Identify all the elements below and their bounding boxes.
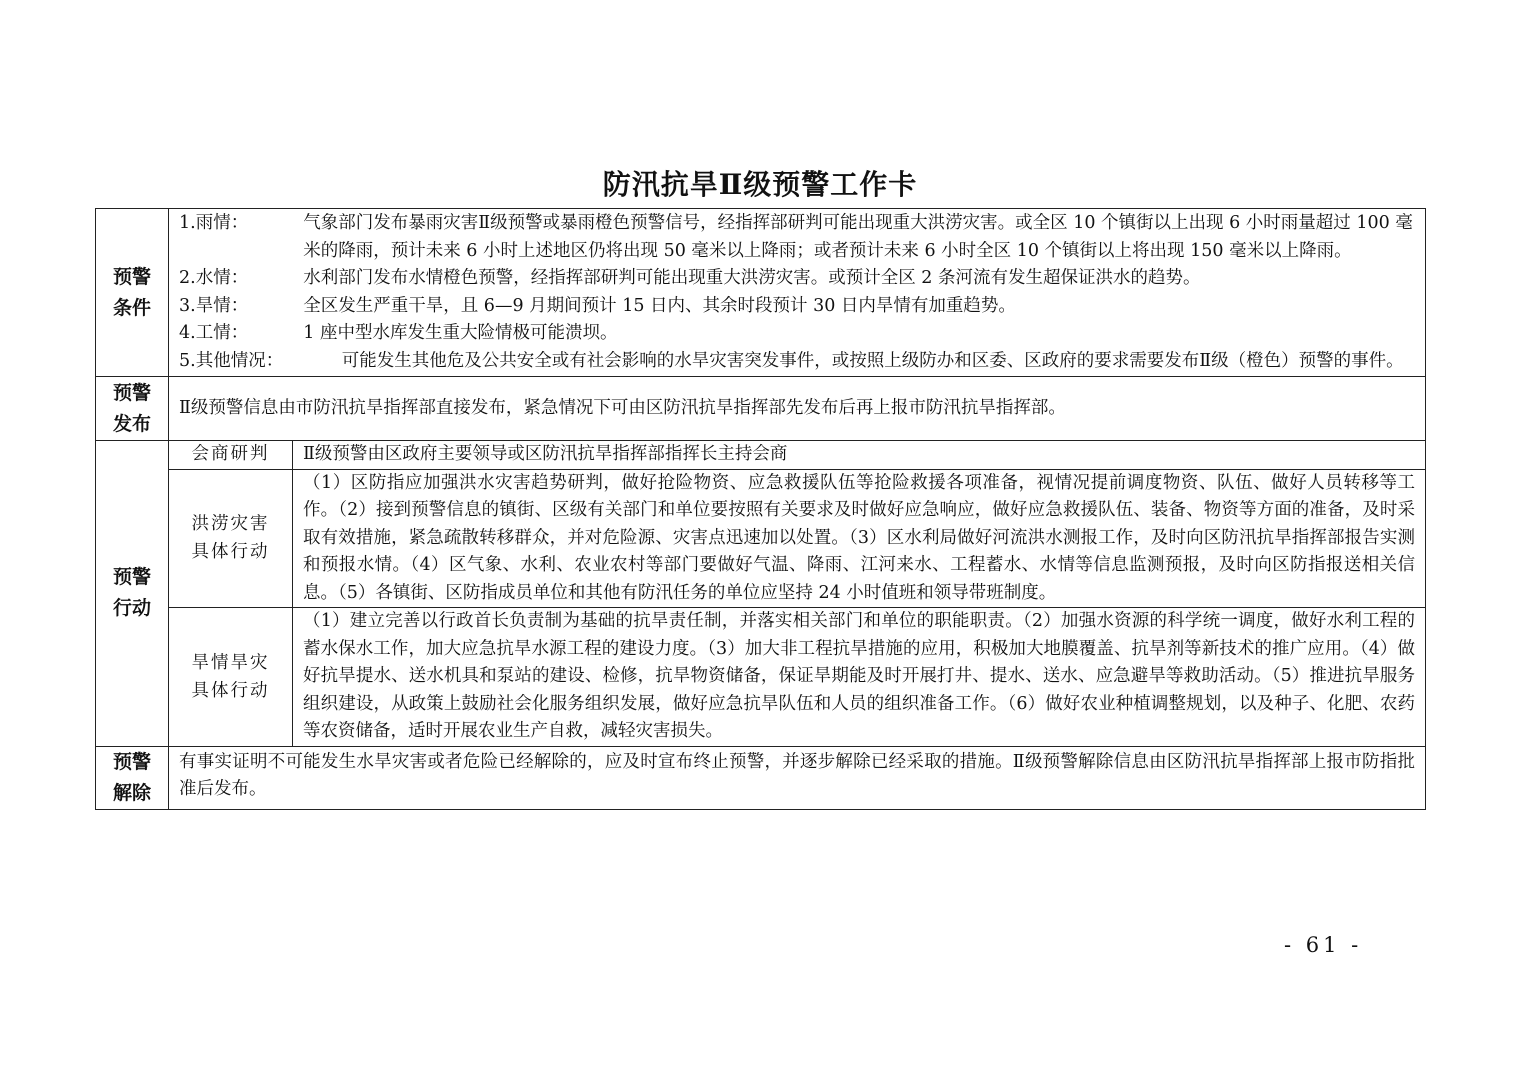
flood-action-label: 洪涝灾害 具体行动: [169, 469, 293, 608]
publish-content: Ⅱ级预警信息由市防汛抗旱指挥部直接发布，紧急情况下可由区防汛抗旱指挥部先发布后再上报市防汛抗旱指挥部。: [169, 377, 1426, 441]
condition-water: 2.水情： 水利部门发布水情橙色预警，经指挥部研判可能出现重大洪涝灾害。或预计全区 2 条河流有发生超保证洪水的趋势。: [179, 268, 1201, 288]
consult-label: 会商研判: [169, 441, 293, 470]
consult-row: [96, 441, 1426, 470]
warning-work-card-table: [95, 208, 1426, 810]
drought-action-content: （1）建立完善以行政首长负责制为基础的抗旱责任制，并落实相关部门和单位的职能职责。（2）加强水资源的科学统一调度，做好水利工程的蓄水保水工作，加大应急抗旱水源工程的建设力度。（3）加大非工程抗旱措施的应用，积极加大地膜覆盖、抗旱剂等新技术的推广应用。（4）做好抗旱提水、送水机具和泵站的建设、检修，抗旱物资储备，保证旱期能及时开展打井、提水、送水、应急避旱等救助活动。（5）推进抗旱服务组织建设，从政策上鼓励社会化服务组织发展，做好应急抗旱队伍和人员的组织准备工作。（6）做好农业种植调整规划，以及种子、化肥、农药等农资储备，适时开展农业生产自救，减轻灾害损失。: [293, 608, 1426, 747]
condition-other: 5.其他情况： 可能发生其他危及公共安全或有社会影响的水旱灾害突发事件，或按照上级防办和区委、区政府的要求需要发布Ⅱ级（橙色）预警的事件。: [179, 350, 1404, 371]
page-number: - 61 -: [1284, 933, 1363, 957]
release-header: 预警 解除: [96, 746, 169, 809]
publish-row: [96, 377, 1426, 441]
condition-drought: 3.旱情： 全区发生严重干旱，且 6—9 月期间预计 15 日内、其余时段预计 30 日内旱情有加重趋势。: [179, 295, 1016, 316]
drought-action-label: 旱情旱灾 具体行动: [169, 608, 293, 747]
release-content: 有事实证明不可能发生水旱灾害或者危险已经解除的，应及时宣布终止预警，并逐步解除已经采取的措施。Ⅱ级预警解除信息由区防汛抗旱指挥部上报市防指批准后发布。: [169, 746, 1426, 809]
conditions-header: 预警 条件: [96, 209, 169, 377]
conditions-content: [169, 209, 1426, 377]
drought-action-row: [96, 608, 1426, 747]
release-row: [96, 746, 1426, 809]
page-title: 防汛抗旱Ⅱ级预警工作卡: [602, 168, 918, 201]
consult-content: Ⅱ级预警由区政府主要领导或区防汛抗旱指挥部指挥长主持会商: [293, 441, 1426, 470]
flood-action-content: （1）区防指应加强洪水灾害趋势研判，做好抢险物资、应急救援队伍等抢险救援各项准备，视情况提前调度物资、队伍、做好人员转移等工作。（2）接到预警信息的镇街、区级有关部门和单位要按照有关要求及时做好应急响应，做好应急救援队伍、装备、物资等方面的准备，及时采取有效措施，紧急疏散转移群众，并对危险源、灾害点迅速加以处置。（3）区水利局做好河流洪水测报工作，及时向区防汛抗旱指挥部报告实测和预报水情。（4）区气象、水利、农业农村等部门要做好气温、降雨、江河来水、工程蓄水、水情等信息监测预报，及时向区防指报送相关信息。（5）各镇街、区防指成员单位和其他有防汛任务的单位应坚持 24 小时值班和领导带班制度。: [293, 469, 1426, 608]
conditions-row: [96, 209, 1426, 377]
condition-rain: 1.雨情： 气象部门发布暴雨灾害Ⅱ级预警或暴雨橙色预警信号，经指挥部研判可能出现重大洪涝灾害。或全区 10 个镇街以上出现 6 小时雨量超过 100 毫米的降雨，预计未来 6 小时上述地区仍将出现 50 毫米以上降雨；或者预计未来 6 小时全区 10 个镇街以上将出现 150 毫米以上降雨。: [179, 213, 1413, 261]
action-header: 预警 行动: [96, 441, 169, 747]
flood-action-row: [96, 469, 1426, 608]
publish-header: 预警 发布: [96, 377, 169, 441]
condition-works: 4.工情： 1 座中型水库发生重大险情极可能溃坝。: [179, 323, 618, 343]
